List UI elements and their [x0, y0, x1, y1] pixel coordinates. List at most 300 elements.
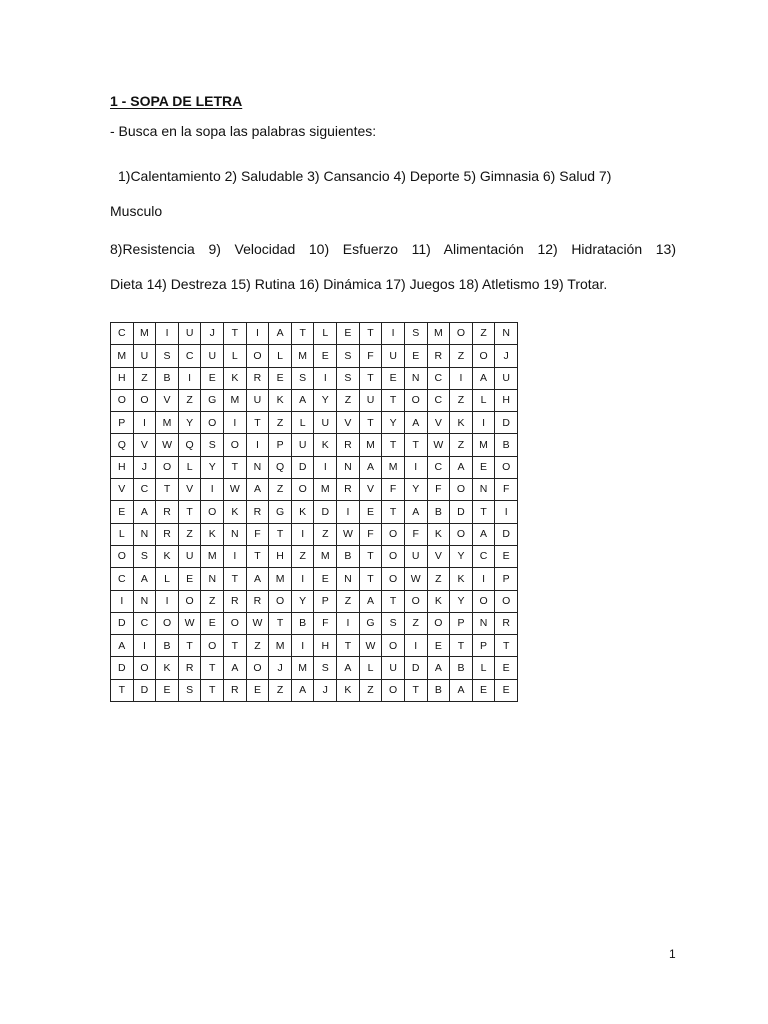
- grid-cell: C: [427, 456, 450, 478]
- grid-cell: M: [269, 635, 292, 657]
- grid-cell: T: [450, 635, 473, 657]
- grid-cell: G: [269, 501, 292, 523]
- grid-row: [111, 657, 518, 679]
- grid-cell: R: [495, 612, 518, 634]
- grid-cell: W: [156, 434, 179, 456]
- grid-cell: J: [495, 345, 518, 367]
- grid-cell: M: [427, 323, 450, 345]
- grid-cell: H: [495, 389, 518, 411]
- grid-cell: Z: [178, 523, 201, 545]
- grid-cell: C: [111, 568, 134, 590]
- grid-cell: E: [314, 345, 337, 367]
- grid-cell: O: [382, 679, 405, 701]
- grid-cell: A: [269, 323, 292, 345]
- grid-cell: Y: [314, 389, 337, 411]
- grid-cell: U: [201, 345, 224, 367]
- grid-cell: M: [314, 479, 337, 501]
- grid-cell: A: [450, 456, 473, 478]
- grid-cell: I: [246, 323, 269, 345]
- grid-cell: A: [359, 590, 382, 612]
- grid-cell: E: [269, 367, 292, 389]
- grid-cell: U: [178, 545, 201, 567]
- grid-cell: T: [224, 635, 247, 657]
- grid-cell: O: [382, 523, 405, 545]
- grid-cell: J: [133, 456, 156, 478]
- grid-cell: T: [359, 412, 382, 434]
- grid-cell: D: [404, 657, 427, 679]
- grid-cell: I: [450, 367, 473, 389]
- grid-cell: Y: [291, 590, 314, 612]
- grid-row: [111, 501, 518, 523]
- grid-cell: T: [178, 501, 201, 523]
- grid-cell: T: [111, 679, 134, 701]
- grid-cell: O: [201, 635, 224, 657]
- grid-cell: E: [201, 612, 224, 634]
- grid-cell: E: [359, 501, 382, 523]
- grid-cell: N: [246, 456, 269, 478]
- grid-cell: E: [201, 367, 224, 389]
- grid-cell: B: [291, 612, 314, 634]
- grid-cell: T: [382, 434, 405, 456]
- grid-cell: O: [495, 590, 518, 612]
- grid-cell: C: [427, 389, 450, 411]
- grid-cell: E: [246, 679, 269, 701]
- grid-cell: R: [427, 345, 450, 367]
- grid-cell: T: [201, 657, 224, 679]
- grid-cell: M: [111, 345, 134, 367]
- grid-cell: N: [133, 523, 156, 545]
- grid-cell: T: [382, 501, 405, 523]
- grid-cell: O: [201, 412, 224, 434]
- grid-cell: Z: [314, 523, 337, 545]
- grid-cell: W: [224, 479, 247, 501]
- grid-cell: U: [133, 345, 156, 367]
- grid-cell: A: [246, 568, 269, 590]
- grid-row: [111, 612, 518, 634]
- grid-cell: N: [404, 367, 427, 389]
- grid-cell: C: [427, 367, 450, 389]
- page-number: 1: [669, 947, 676, 961]
- grid-cell: I: [472, 568, 495, 590]
- grid-cell: E: [314, 568, 337, 590]
- instruction-text: - Busca en la sopa las palabras siguientes:: [110, 123, 377, 139]
- grid-cell: T: [404, 434, 427, 456]
- grid-cell: J: [314, 679, 337, 701]
- grid-cell: F: [359, 523, 382, 545]
- grid-cell: O: [224, 612, 247, 634]
- grid-cell: B: [427, 679, 450, 701]
- grid-cell: S: [382, 612, 405, 634]
- grid-cell: I: [404, 635, 427, 657]
- grid-cell: A: [133, 568, 156, 590]
- grid-cell: O: [404, 590, 427, 612]
- grid-cell: B: [156, 367, 179, 389]
- grid-cell: Y: [178, 412, 201, 434]
- grid-cell: R: [178, 657, 201, 679]
- grid-cell: K: [427, 590, 450, 612]
- grid-cell: I: [224, 545, 247, 567]
- grid-cell: C: [472, 545, 495, 567]
- grid-cell: V: [427, 545, 450, 567]
- grid-cell: I: [291, 568, 314, 590]
- grid-cell: H: [111, 456, 134, 478]
- grid-cell: N: [201, 568, 224, 590]
- grid-cell: I: [133, 412, 156, 434]
- grid-cell: S: [291, 367, 314, 389]
- grid-cell: V: [133, 434, 156, 456]
- grid-cell: I: [337, 501, 360, 523]
- grid-cell: T: [382, 389, 405, 411]
- grid-cell: V: [178, 479, 201, 501]
- grid-cell: D: [291, 456, 314, 478]
- grid-cell: L: [269, 345, 292, 367]
- grid-cell: Z: [450, 434, 473, 456]
- grid-cell: O: [382, 545, 405, 567]
- grid-cell: K: [156, 657, 179, 679]
- grid-cell: I: [246, 434, 269, 456]
- grid-cell: U: [246, 389, 269, 411]
- grid-cell: A: [291, 389, 314, 411]
- grid-cell: K: [291, 501, 314, 523]
- grid-row: [111, 389, 518, 411]
- word-list-line-2: Musculo: [110, 203, 163, 219]
- grid-cell: K: [269, 389, 292, 411]
- grid-cell: B: [337, 545, 360, 567]
- grid-cell: S: [337, 345, 360, 367]
- grid-cell: S: [337, 367, 360, 389]
- word-list-line-1: 1)Calentamiento 2) Saludable 3) Cansancio 4) Deporte 5) Gimnasia 6) Salud 7): [118, 168, 612, 184]
- word-list-line-3: 8)Resistencia 9) Velocidad 10) Esfuerzo 11) Alimentación 12) Hidratación 13): [110, 241, 676, 257]
- grid-cell: O: [450, 479, 473, 501]
- grid-cell: P: [450, 612, 473, 634]
- grid-cell: C: [111, 323, 134, 345]
- grid-cell: R: [246, 501, 269, 523]
- grid-cell: M: [291, 657, 314, 679]
- grid-cell: B: [156, 635, 179, 657]
- grid-cell: T: [246, 412, 269, 434]
- grid-cell: D: [111, 657, 134, 679]
- grid-cell: O: [404, 389, 427, 411]
- grid-cell: O: [269, 590, 292, 612]
- grid-row: [111, 479, 518, 501]
- grid-cell: E: [156, 679, 179, 701]
- grid-cell: L: [359, 657, 382, 679]
- grid-cell: I: [314, 456, 337, 478]
- grid-cell: O: [382, 568, 405, 590]
- grid-cell: D: [133, 679, 156, 701]
- grid-cell: I: [291, 523, 314, 545]
- grid-cell: V: [337, 412, 360, 434]
- grid-cell: U: [178, 323, 201, 345]
- grid-cell: I: [178, 367, 201, 389]
- grid-cell: R: [246, 367, 269, 389]
- grid-cell: S: [314, 657, 337, 679]
- grid-cell: L: [178, 456, 201, 478]
- grid-cell: O: [472, 345, 495, 367]
- word-search-grid: [110, 322, 518, 702]
- grid-cell: U: [404, 545, 427, 567]
- grid-row: [111, 323, 518, 345]
- grid-row: [111, 635, 518, 657]
- grid-cell: C: [133, 612, 156, 634]
- grid-cell: P: [269, 434, 292, 456]
- grid-cell: O: [427, 612, 450, 634]
- grid-cell: Z: [337, 389, 360, 411]
- grid-cell: A: [450, 679, 473, 701]
- grid-cell: N: [472, 479, 495, 501]
- grid-cell: K: [314, 434, 337, 456]
- grid-cell: U: [359, 389, 382, 411]
- grid-cell: D: [314, 501, 337, 523]
- grid-cell: F: [314, 612, 337, 634]
- grid-cell: Z: [246, 635, 269, 657]
- grid-cell: F: [495, 479, 518, 501]
- grid-row: [111, 590, 518, 612]
- grid-cell: O: [472, 590, 495, 612]
- grid-cell: O: [133, 657, 156, 679]
- grid-cell: T: [224, 456, 247, 478]
- grid-cell: E: [472, 456, 495, 478]
- grid-cell: P: [314, 590, 337, 612]
- grid-cell: E: [337, 323, 360, 345]
- grid-cell: J: [269, 657, 292, 679]
- grid-cell: K: [156, 545, 179, 567]
- grid-cell: O: [495, 456, 518, 478]
- grid-cell: O: [133, 389, 156, 411]
- grid-cell: M: [472, 434, 495, 456]
- grid-cell: Y: [450, 545, 473, 567]
- grid-cell: O: [246, 657, 269, 679]
- grid-row: [111, 545, 518, 567]
- grid-cell: Y: [382, 412, 405, 434]
- grid-cell: Y: [201, 456, 224, 478]
- grid-cell: P: [111, 412, 134, 434]
- grid-cell: E: [178, 568, 201, 590]
- grid-cell: Q: [269, 456, 292, 478]
- grid-cell: P: [472, 635, 495, 657]
- grid-cell: M: [269, 568, 292, 590]
- grid-cell: K: [450, 568, 473, 590]
- grid-cell: E: [111, 501, 134, 523]
- grid-row: [111, 412, 518, 434]
- grid-cell: C: [178, 345, 201, 367]
- grid-cell: T: [224, 323, 247, 345]
- grid-cell: D: [450, 501, 473, 523]
- grid-cell: E: [495, 545, 518, 567]
- grid-cell: I: [111, 590, 134, 612]
- grid-cell: T: [178, 635, 201, 657]
- grid-cell: L: [111, 523, 134, 545]
- grid-cell: T: [246, 545, 269, 567]
- grid-cell: M: [201, 545, 224, 567]
- grid-cell: T: [269, 612, 292, 634]
- grid-cell: F: [246, 523, 269, 545]
- grid-cell: N: [337, 456, 360, 478]
- grid-cell: Z: [269, 479, 292, 501]
- grid-cell: M: [224, 389, 247, 411]
- grid-cell: E: [495, 679, 518, 701]
- grid-cell: I: [382, 323, 405, 345]
- grid-cell: V: [427, 412, 450, 434]
- grid-cell: Y: [450, 590, 473, 612]
- grid-cell: O: [156, 612, 179, 634]
- grid-row: [111, 367, 518, 389]
- grid-cell: H: [314, 635, 337, 657]
- grid-cell: T: [359, 367, 382, 389]
- grid-cell: G: [201, 389, 224, 411]
- grid-cell: E: [472, 679, 495, 701]
- grid-cell: R: [156, 523, 179, 545]
- grid-cell: U: [382, 657, 405, 679]
- grid-cell: I: [472, 412, 495, 434]
- grid-cell: Y: [404, 479, 427, 501]
- grid-row: [111, 523, 518, 545]
- grid-row: [111, 434, 518, 456]
- grid-cell: R: [337, 434, 360, 456]
- grid-cell: L: [472, 389, 495, 411]
- grid-cell: I: [133, 635, 156, 657]
- grid-cell: L: [291, 412, 314, 434]
- grid-cell: K: [224, 501, 247, 523]
- grid-cell: Z: [337, 590, 360, 612]
- grid-cell: U: [495, 367, 518, 389]
- grid-cell: T: [472, 501, 495, 523]
- grid-cell: K: [201, 523, 224, 545]
- grid-cell: E: [495, 657, 518, 679]
- grid-cell: D: [495, 523, 518, 545]
- grid-cell: O: [450, 323, 473, 345]
- grid-cell: N: [472, 612, 495, 634]
- grid-cell: A: [359, 456, 382, 478]
- grid-cell: O: [111, 545, 134, 567]
- grid-cell: B: [495, 434, 518, 456]
- grid-cell: I: [156, 590, 179, 612]
- grid-cell: W: [404, 568, 427, 590]
- grid-cell: A: [291, 679, 314, 701]
- grid-cell: W: [178, 612, 201, 634]
- grid-cell: O: [178, 590, 201, 612]
- grid-cell: R: [337, 479, 360, 501]
- grid-cell: O: [450, 523, 473, 545]
- grid-cell: Z: [178, 389, 201, 411]
- grid-cell: Q: [178, 434, 201, 456]
- grid-cell: W: [337, 523, 360, 545]
- grid-cell: Z: [450, 345, 473, 367]
- grid-cell: A: [472, 523, 495, 545]
- grid-cell: S: [404, 323, 427, 345]
- grid-cell: T: [359, 568, 382, 590]
- grid-cell: O: [291, 479, 314, 501]
- grid-cell: O: [224, 434, 247, 456]
- grid-cell: L: [224, 345, 247, 367]
- grid-cell: L: [472, 657, 495, 679]
- grid-cell: O: [156, 456, 179, 478]
- grid-cell: T: [156, 479, 179, 501]
- grid-cell: Q: [111, 434, 134, 456]
- grid-cell: V: [111, 479, 134, 501]
- grid-cell: K: [337, 679, 360, 701]
- grid-cell: I: [314, 367, 337, 389]
- grid-cell: R: [246, 590, 269, 612]
- page-title: 1 - SOPA DE LETRA: [110, 93, 243, 109]
- grid-cell: T: [359, 323, 382, 345]
- grid-cell: N: [495, 323, 518, 345]
- grid-cell: T: [291, 323, 314, 345]
- grid-cell: G: [359, 612, 382, 634]
- grid-cell: A: [472, 367, 495, 389]
- grid-cell: O: [111, 389, 134, 411]
- word-list-line-4: Dieta 14) Destreza 15) Rutina 16) Dinámica 17) Juegos 18) Atletismo 19) Trotar.: [110, 276, 608, 292]
- grid-cell: M: [156, 412, 179, 434]
- grid-row: [111, 456, 518, 478]
- grid-cell: T: [201, 679, 224, 701]
- grid-cell: S: [133, 545, 156, 567]
- grid-cell: A: [246, 479, 269, 501]
- grid-cell: U: [314, 412, 337, 434]
- grid-cell: M: [382, 456, 405, 478]
- grid-cell: Z: [427, 568, 450, 590]
- grid-cell: Z: [269, 412, 292, 434]
- grid-cell: U: [291, 434, 314, 456]
- grid-cell: Z: [269, 679, 292, 701]
- grid-cell: F: [359, 345, 382, 367]
- grid-cell: P: [495, 568, 518, 590]
- grid-cell: N: [224, 523, 247, 545]
- grid-cell: I: [291, 635, 314, 657]
- grid-cell: M: [314, 545, 337, 567]
- grid-cell: A: [224, 657, 247, 679]
- grid-cell: Z: [404, 612, 427, 634]
- grid-cell: T: [337, 635, 360, 657]
- grid-cell: A: [404, 501, 427, 523]
- grid-cell: K: [450, 412, 473, 434]
- grid-cell: I: [495, 501, 518, 523]
- grid-cell: Z: [359, 679, 382, 701]
- grid-cell: A: [427, 657, 450, 679]
- grid-cell: K: [224, 367, 247, 389]
- grid-cell: F: [404, 523, 427, 545]
- grid-cell: L: [156, 568, 179, 590]
- grid-row: [111, 679, 518, 701]
- grid-cell: R: [224, 590, 247, 612]
- grid-cell: W: [427, 434, 450, 456]
- grid-cell: A: [133, 501, 156, 523]
- grid-cell: I: [404, 456, 427, 478]
- grid-cell: W: [359, 635, 382, 657]
- grid-cell: A: [404, 412, 427, 434]
- grid-row: [111, 345, 518, 367]
- grid-cell: U: [382, 345, 405, 367]
- grid-row: [111, 568, 518, 590]
- grid-cell: F: [427, 479, 450, 501]
- grid-cell: N: [133, 590, 156, 612]
- grid-cell: Z: [291, 545, 314, 567]
- grid-cell: Z: [133, 367, 156, 389]
- grid-cell: H: [111, 367, 134, 389]
- grid-cell: T: [359, 545, 382, 567]
- grid-cell: V: [156, 389, 179, 411]
- grid-cell: M: [133, 323, 156, 345]
- grid-cell: M: [359, 434, 382, 456]
- grid-cell: A: [337, 657, 360, 679]
- grid-cell: K: [427, 523, 450, 545]
- grid-cell: Z: [472, 323, 495, 345]
- grid-cell: W: [246, 612, 269, 634]
- grid-cell: E: [382, 367, 405, 389]
- grid-cell: I: [201, 479, 224, 501]
- grid-cell: Z: [201, 590, 224, 612]
- grid-cell: D: [495, 412, 518, 434]
